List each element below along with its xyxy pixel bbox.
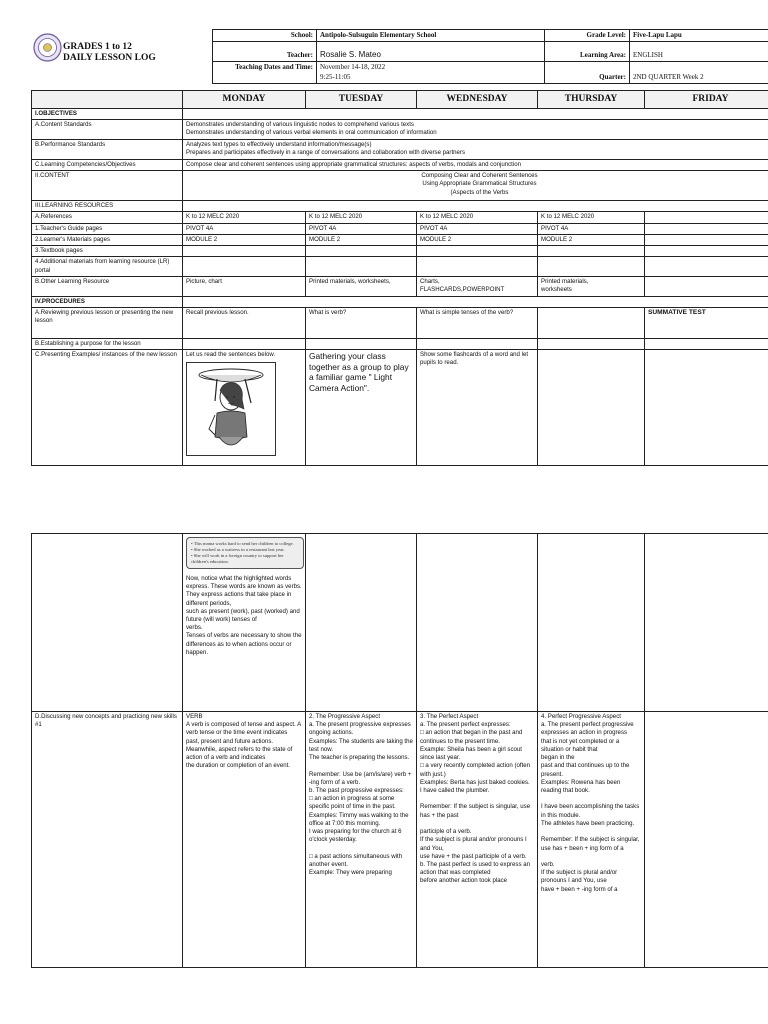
discussing-wednesday: 3. The Perfect Aspect a. The present perfect expresses: □ an action that began in the past and continues to the present time. Example: Sheila has been a girl scout since last year. □ a very recently completed action (often with just.) Examples: Berta has just baked cookies. I have called the plumber. Remember: If the subject is singular, use has + the past participle of a verb. If the subject is plural and/or pronouns I and You, use have + the past participle of a verb. b. The past perfect is used to express an action that was completed before another action took place bbox=[417, 712, 538, 968]
dates-value bbox=[317, 62, 545, 84]
lesson-table-page-1 bbox=[31, 90, 768, 466]
objectives-blank bbox=[183, 108, 768, 119]
additional-monday bbox=[183, 257, 306, 276]
continued-friday bbox=[645, 534, 768, 712]
continued-monday bbox=[183, 534, 306, 712]
additional-materials-label: 4.Additional materials from learning resource (LR) portal bbox=[32, 257, 183, 276]
header-table bbox=[212, 29, 768, 84]
deped-seal bbox=[33, 33, 62, 62]
presenting-label: C.Presenting Examples/ instances of the new lesson bbox=[32, 350, 183, 466]
area-value: ENGLISH bbox=[630, 42, 768, 62]
document-title bbox=[63, 42, 156, 64]
content-standards-text: Demonstrates understanding of various linguistic nodes to comprehend various texts Demonstrates understanding of various verbal elements in oral communication of information bbox=[183, 120, 768, 140]
discussing-monday: VERB A verb is composed of tense and aspect. A verb tense or the time event indicates past, present and future actions. Meanwhile, aspect refers to the state of action of a verb and indicates the duration or completion of an event. bbox=[183, 712, 306, 968]
learners-materials-friday bbox=[645, 234, 768, 245]
lesson-table-page-2 bbox=[31, 533, 768, 968]
day-thursday: THURSDAY bbox=[538, 91, 645, 109]
review-tuesday: What is verb? bbox=[306, 308, 417, 339]
day-tuesday: TUESDAY bbox=[306, 91, 417, 109]
quarter-value: 2ND QUARTER Week 2 bbox=[630, 62, 768, 84]
content-text: Composing Clear and Coherent Sentences Using Appropriate Grammatical Structures (Aspects of the Verbs bbox=[183, 171, 768, 201]
other-resource-monday: Picture, chart bbox=[183, 276, 306, 296]
learners-materials-monday: MODULE 2 bbox=[183, 234, 306, 245]
review-wednesday: What is simple tenses of the verb? bbox=[417, 308, 538, 339]
performance-standards-label: B.Performance Standards bbox=[32, 140, 183, 160]
teachers-guide-friday bbox=[645, 223, 768, 234]
teachers-guide-wednesday: PIVOT 4A bbox=[417, 223, 538, 234]
competencies-text: Compose clear and coherent sentences using appropriate grammatical structures: aspects of verbs, modals and conjunction bbox=[183, 160, 768, 171]
references-monday: K to 12 MELC 2020 bbox=[183, 212, 306, 223]
additional-tuesday bbox=[306, 257, 417, 276]
additional-thursday bbox=[538, 257, 645, 276]
references-thursday: K to 12 MELC 2020 bbox=[538, 212, 645, 223]
review-label: A.Reviewing previous lesson or presenting the new lesson bbox=[32, 308, 183, 339]
school-label: School: bbox=[213, 30, 317, 42]
day-monday: MONDAY bbox=[183, 91, 306, 109]
title-line-1: GRADES 1 to 12 bbox=[63, 42, 132, 52]
other-resource-tuesday: Printed materials, worksheets, bbox=[306, 276, 417, 296]
corner-cell bbox=[32, 91, 183, 109]
references-label: A.References bbox=[32, 212, 183, 223]
woman-illustration bbox=[186, 362, 276, 456]
learners-materials-label: 2.Learner's Materials pages bbox=[32, 234, 183, 245]
purpose-thursday bbox=[538, 339, 645, 350]
teachers-guide-label: 1.Teacher's Guide pages bbox=[32, 223, 183, 234]
purpose-tuesday bbox=[306, 339, 417, 350]
additional-wednesday bbox=[417, 257, 538, 276]
continued-tuesday bbox=[306, 534, 417, 712]
textbook-wednesday bbox=[417, 246, 538, 257]
review-friday: SUMMATIVE TEST bbox=[645, 308, 768, 339]
other-resource-wednesday: Charts, FLASHCARDS,POWERPOINT bbox=[417, 276, 538, 296]
learners-materials-thursday: MODULE 2 bbox=[538, 234, 645, 245]
purpose-wednesday bbox=[417, 339, 538, 350]
procedures-blank bbox=[183, 296, 768, 307]
purpose-label: B.Establishing a purpose for the lesson bbox=[32, 339, 183, 350]
presenting-thursday bbox=[538, 350, 645, 466]
other-resource-label: B.Other Learning Resource bbox=[32, 276, 183, 296]
textbook-thursday bbox=[538, 246, 645, 257]
grade-label: Grade Level: bbox=[545, 30, 630, 42]
textbook-friday bbox=[645, 246, 768, 257]
learners-materials-tuesday: MODULE 2 bbox=[306, 234, 417, 245]
sentence-examples-card bbox=[186, 537, 304, 569]
continued-wednesday bbox=[417, 534, 538, 712]
example-sentence-3: • She will work in a foreign country to support her children's education. bbox=[191, 552, 284, 564]
presenting-wednesday: Show some flashcards of a word and let pupils to read. bbox=[417, 350, 538, 466]
content-standards-label: A.Content Standards bbox=[32, 120, 183, 140]
grade-value: Five-Lapu Lapu bbox=[630, 30, 768, 42]
teachers-guide-thursday: PIVOT 4A bbox=[538, 223, 645, 234]
teacher-label: Teacher: bbox=[213, 42, 317, 62]
day-wednesday: WEDNESDAY bbox=[417, 91, 538, 109]
example-sentence-2: • She worked as a waitress in a restaurant last year. bbox=[191, 546, 285, 552]
teacher-value: Rosalie S. Mateo bbox=[317, 42, 545, 62]
learners-materials-wednesday: MODULE 2 bbox=[417, 234, 538, 245]
discussing-friday bbox=[645, 712, 768, 968]
resources-heading: III.LEARNING RESOURCES bbox=[32, 201, 183, 212]
references-tuesday: K to 12 MELC 2020 bbox=[306, 212, 417, 223]
objectives-heading: I.OBJECTIVES bbox=[32, 108, 183, 119]
presenting-monday bbox=[183, 350, 306, 466]
quarter-label: Quarter: bbox=[545, 62, 630, 84]
discussing-tuesday: 2. The Progressive Aspect a. The present progressive expresses ongoing actions. Examples: The students are taking the test now. The teacher is preparing the lessons. Remember: Use be (am/is/are) verb + -ing form of a verb. b. The past progressive expresses: □ an action in progress at some specific point of time in the past. Examples: Timmy was walking to the office at 7:00 this morning. I was preparing for the church at 6 o'clock yesterday. □ a past actions simultaneous with another event. Example: They were preparing bbox=[306, 712, 417, 968]
example-sentence-1: • This mama works hard to send her children to college. bbox=[191, 541, 294, 546]
textbook-label: 3.Textbook pages bbox=[32, 246, 183, 257]
review-thursday bbox=[538, 308, 645, 339]
teachers-guide-monday: PIVOT 4A bbox=[183, 223, 306, 234]
other-resource-thursday: Printed materials, worksheets bbox=[538, 276, 645, 296]
verbs-explanation: Now, notice what the highlighted words express. These words are known as verbs. They express actions that take place in different periods, such as present (work), past (worked) and future (will work) tenses of verbs. Tenses of verbs are necessary to show the differences as to when actions occur or happen. bbox=[186, 574, 302, 656]
continued-thursday bbox=[538, 534, 645, 712]
school-value: Antipolo-Sulsuguin Elementary School bbox=[317, 30, 545, 42]
references-wednesday: K to 12 MELC 2020 bbox=[417, 212, 538, 223]
presenting-monday-text: Let us read the sentences below. bbox=[186, 351, 276, 359]
references-friday bbox=[645, 212, 768, 223]
dates-text: November 14-18, 2022 bbox=[320, 63, 386, 72]
competencies-label: C.Learning Competencies/Objectives bbox=[32, 160, 183, 171]
performance-standards-text: Analyzes text types to effectively understand information/message(s) Prepares and participates effectively in a range of conversations and collaboration with diverse partners bbox=[183, 140, 768, 160]
content-heading: II.CONTENT bbox=[32, 171, 183, 201]
discussing-thursday: 4. Perfect Progressive Aspect a. The present perfect progressive expresses an action in progress that is not yet completed or a situation or habit that began in the past and that continues up to the present. Examples: Rowena has been reading that book. I have been accomplishing the tasks in this module. The athletes have been practicing. Remember: If the subject is singular, use has + been + ing form of a verb. If the subject is plural and/or pronouns I and You, use have + been + -ing form of a bbox=[538, 712, 645, 968]
purpose-monday bbox=[183, 339, 306, 350]
dates-label: Teaching Dates and Time: bbox=[213, 62, 317, 84]
continued-label bbox=[32, 534, 183, 712]
procedures-heading: IV.PROCEDURES bbox=[32, 296, 183, 307]
additional-friday bbox=[645, 257, 768, 276]
teachers-guide-tuesday: PIVOT 4A bbox=[306, 223, 417, 234]
textbook-monday bbox=[183, 246, 306, 257]
presenting-tuesday: Gathering your class together as a group to play a familiar game " Light Camera Action". bbox=[306, 350, 417, 466]
discussing-label: D.Discussing new concepts and practicing new skills #1 bbox=[32, 712, 183, 968]
review-monday: Recall previous lesson. bbox=[183, 308, 306, 339]
purpose-friday bbox=[645, 339, 768, 350]
resources-blank bbox=[183, 201, 768, 212]
area-label: Learning Area: bbox=[545, 42, 630, 62]
textbook-tuesday bbox=[306, 246, 417, 257]
title-line-2: DAILY LESSON LOG bbox=[63, 52, 156, 63]
other-resource-friday bbox=[645, 276, 768, 296]
day-friday: FRIDAY bbox=[645, 91, 768, 109]
presenting-friday bbox=[645, 350, 768, 466]
time-text: 9:25-11:05 bbox=[320, 72, 351, 81]
